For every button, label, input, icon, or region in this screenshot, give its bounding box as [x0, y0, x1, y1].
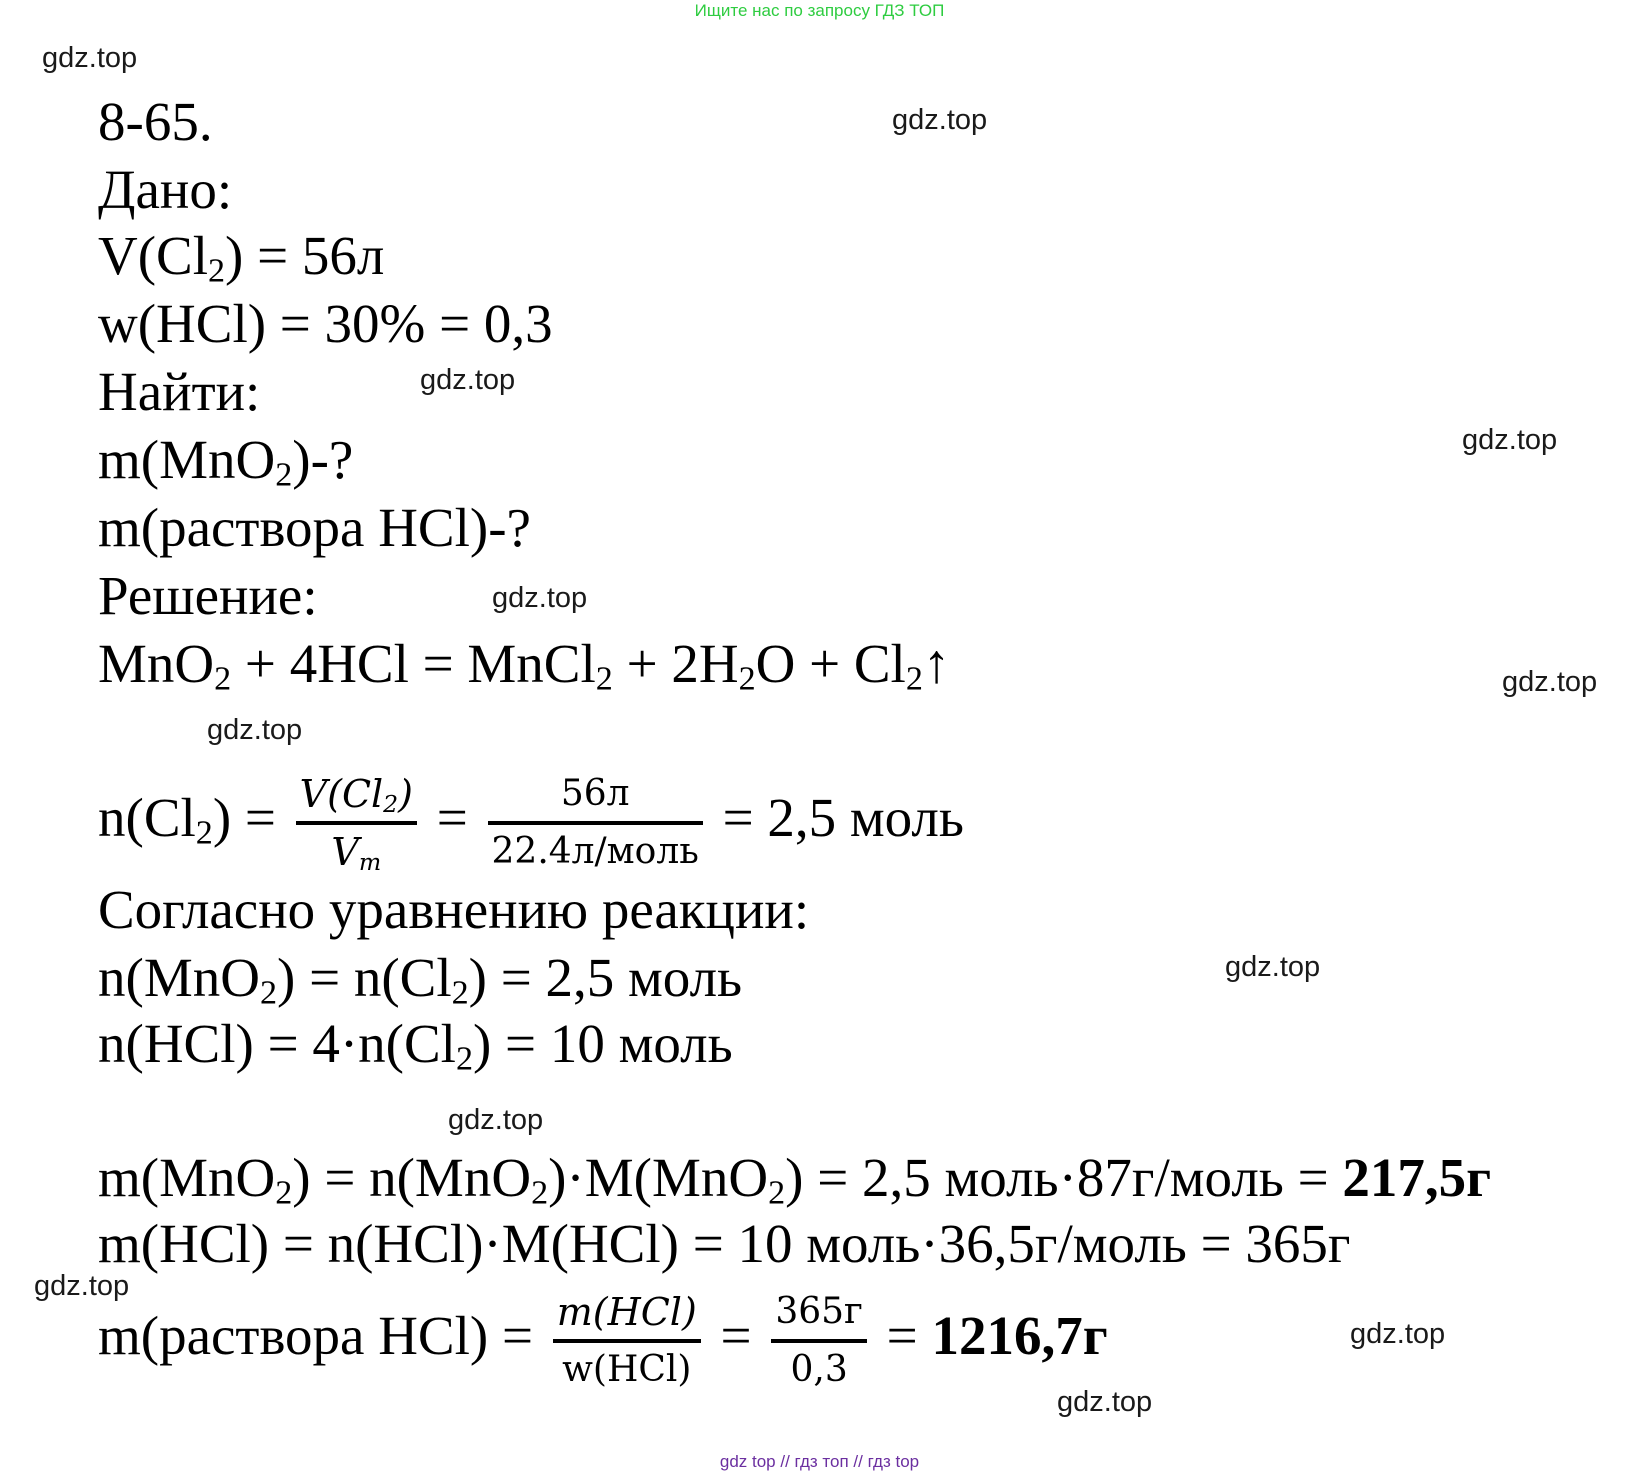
fraction-m-over-w: $\frac{\text{m(HCl)}}{\text{w(HCl)}}$	[553, 1287, 701, 1395]
moles-cl2-formula: $n(Cl_2)$ = $\frac{V(Cl_2)}{V_m}$ = $\frac{56л}{\text{22.4л/моль}}$ = 2,5 моль	[98, 758, 964, 878]
given-volume-cl2: $V(Cl_2) = 56л$	[98, 225, 385, 290]
top-banner[interactable]: Ищите нас по запросу ГДЗ ТОП	[694, 1, 945, 20]
footer-link-gdz-top[interactable]: gdz top	[719, 1452, 776, 1471]
moles-hcl: $n(HCl) = 4\cdot n(Cl_2) = 10$ моль	[98, 1013, 733, 1078]
watermark: gdz.top	[1502, 666, 1598, 698]
watermark: gdz.top	[34, 1270, 130, 1302]
given-label: Дано:	[98, 159, 233, 220]
watermark: gdz.top	[1462, 424, 1558, 456]
mass-hcl: m(HCl) = n(HCl)·M(HCl) = 10 моль·36,5г/моль = 365г	[98, 1213, 1351, 1274]
answer-mass-mno2: 217,5г	[1342, 1147, 1492, 1208]
footer-link-gdz-top-mixed[interactable]: гдз top	[867, 1452, 920, 1471]
watermark: gdz.top	[1057, 1386, 1153, 1418]
fraction-56-over-22-4: $\frac{56л}{\text{22.4л/моль}}$	[488, 769, 703, 877]
footer-links	[0, 1451, 1639, 1473]
by-equation-label: Согласно уравнению реакции:	[98, 879, 810, 940]
fraction-v-over-vm: $\frac{V(Cl_2)}{V_m}$	[296, 769, 417, 877]
footer-separator: //	[853, 1452, 863, 1471]
watermark: gdz.top	[207, 714, 303, 746]
answer-mass-solution: 1216,7г	[931, 1305, 1108, 1366]
fraction-365-over-0-3: $\frac{365г}{0,3}$	[771, 1287, 867, 1395]
find-mass-mno2: m(MnO$_2$)-?	[98, 429, 354, 494]
mass-solution-formula: m(раствора HCl) = $\frac{\text{m(HCl)}}{\text{w(HCl)}}$ = $\frac{365г}{0,3}$ = 1216,7г	[98, 1276, 1108, 1396]
problem-number: 8-65.	[98, 91, 213, 152]
watermark: gdz.top	[420, 364, 516, 396]
solution-label: Решение:	[98, 565, 318, 626]
watermark: gdz.top	[892, 104, 988, 136]
watermark: gdz.top	[1225, 951, 1321, 983]
given-mass-fraction-hcl: w(HCl) = 30% = 0,3	[98, 293, 553, 354]
watermark: gdz.top	[448, 1104, 544, 1136]
footer-separator: //	[780, 1452, 790, 1471]
watermark: gdz.top	[492, 582, 588, 614]
watermark: gdz.top	[1350, 1318, 1446, 1350]
moles-mno2: $n(MnO_2) = n(Cl_2) = 2,5$ моль	[98, 947, 743, 1012]
mass-mno2: m(MnO$_2$) = n(MnO$_2$)·M(MnO$_2$) = 2,5 моль·87г/моль = 217,5г	[98, 1147, 1492, 1212]
find-label: Найти:	[98, 361, 261, 422]
footer-link-gdz-top-ru[interactable]: гдз топ	[794, 1452, 849, 1471]
find-mass-solution: m(раствора HCl)-?	[98, 497, 531, 558]
watermark: gdz.top	[42, 42, 138, 74]
reaction-equation: MnO$_2$ + 4HCl = MnCl$_2$ + $2H_2O$ + $Cl_2↑$	[98, 633, 951, 698]
